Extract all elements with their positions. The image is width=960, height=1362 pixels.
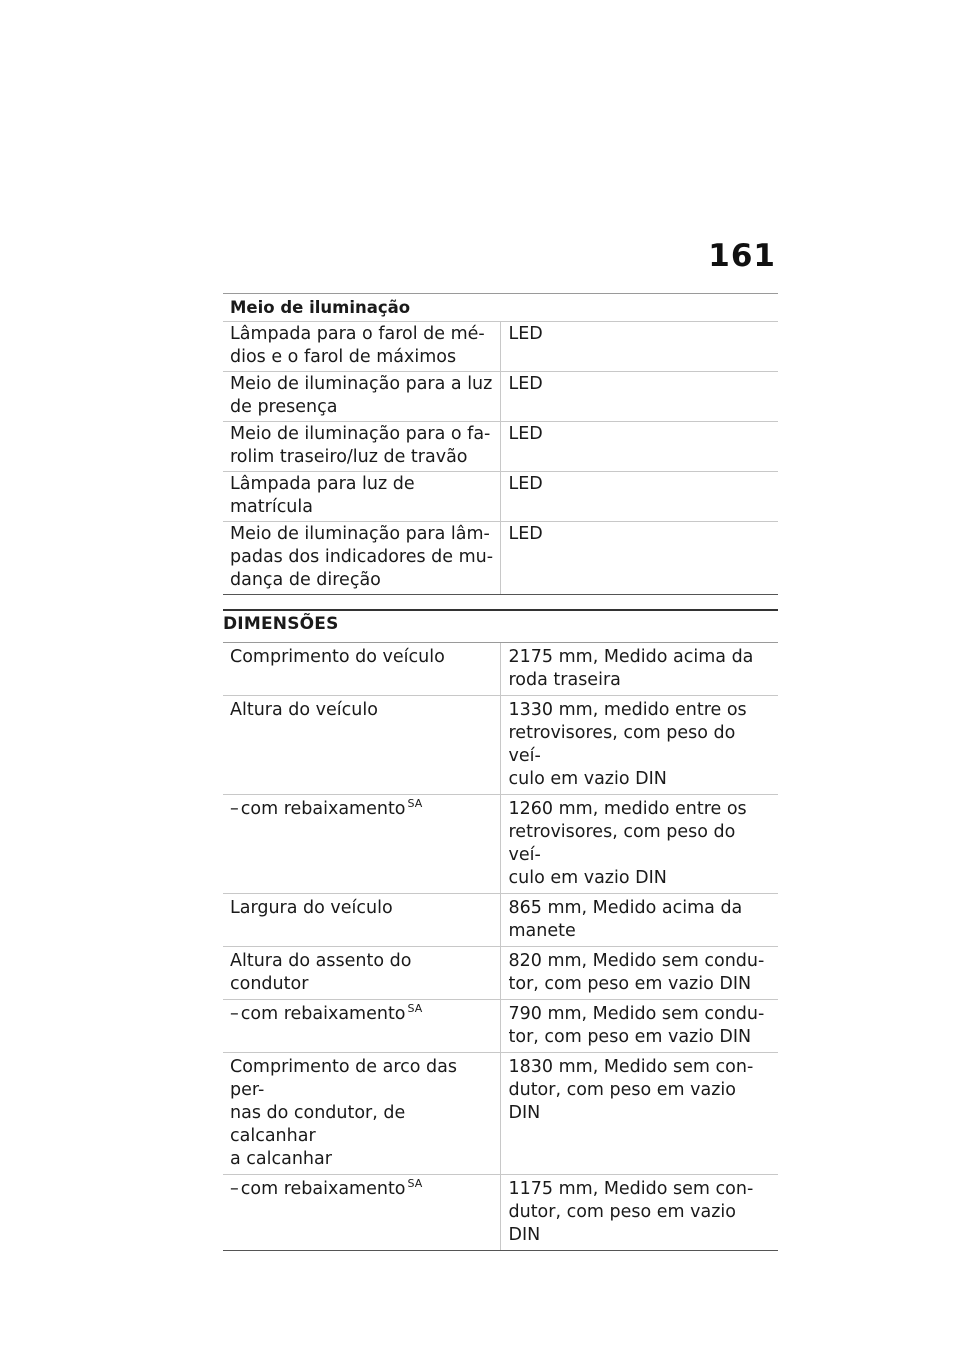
table-row <box>223 322 778 372</box>
table-row <box>223 472 778 522</box>
spec-value: LED <box>500 322 778 372</box>
sa-superscript: SA <box>407 797 423 811</box>
table-row <box>223 947 778 1000</box>
spec-label: Comprimento de arco das per- nas do condutor, de calcanhar a calcanhar <box>223 1053 500 1175</box>
spec-label: – com rebaixamento $^{SA}$ <box>223 1000 500 1053</box>
dash-mark: – <box>230 799 239 819</box>
spec-value: 1175 mm, Medido sem con- dutor, com peso em vazio DIN <box>500 1175 778 1251</box>
spec-label: Meio de iluminação para a luz de presença <box>223 372 500 422</box>
spec-value: 2175 mm, Medido acima da roda traseira <box>500 643 778 696</box>
spec-label: Meio de iluminação para o fa- rolim traseiro/luz de travão <box>223 422 500 472</box>
spec-label: Largura do veículo <box>223 894 500 947</box>
spec-value: LED <box>500 422 778 472</box>
spec-label: Comprimento do veículo <box>223 643 500 696</box>
table-row <box>223 522 778 595</box>
dash-mark: – <box>230 1179 239 1199</box>
lighting-table-header <box>223 294 778 322</box>
table-row <box>223 894 778 947</box>
spec-value: 1330 mm, medido entre os retrovisores, com peso do veí- culo em vazio DIN <box>500 696 778 795</box>
spec-label: Lâmpada para luz de matrícula <box>223 472 500 522</box>
table-row <box>223 643 778 696</box>
lighting-header-label: Meio de iluminação <box>223 294 778 322</box>
spec-value: 1260 mm, medido entre os retrovisores, com peso do veí- culo em vazio DIN <box>500 795 778 894</box>
spec-value: 790 mm, Medido sem condu- tor, com peso em vazio DIN <box>500 1000 778 1053</box>
spec-value: LED <box>500 372 778 422</box>
dash-mark: – <box>230 1004 239 1024</box>
sa-superscript: SA <box>407 1177 423 1191</box>
spec-value: LED <box>500 522 778 595</box>
spec-label: Altura do veículo <box>223 696 500 795</box>
spec-value: LED <box>500 472 778 522</box>
page-number: 161 <box>708 238 776 274</box>
table-row <box>223 696 778 795</box>
section-title-dimensions: DIMENSÕES <box>223 609 778 643</box>
spec-label: Altura do assento do condutor <box>223 947 500 1000</box>
spec-label: – com rebaixamento $^{SA}$ <box>223 795 500 894</box>
table-row <box>223 1053 778 1175</box>
spec-label: Lâmpada para o farol de mé- dios e o farol de máximos <box>223 322 500 372</box>
lighting-table <box>223 293 778 595</box>
sa-superscript: SA <box>407 1002 423 1016</box>
table-row <box>223 422 778 472</box>
spec-content <box>223 293 778 1251</box>
table-row <box>223 1175 778 1251</box>
table-row <box>223 1000 778 1053</box>
table-row <box>223 372 778 422</box>
spec-label: – com rebaixamento $^{SA}$ <box>223 1175 500 1251</box>
table-row <box>223 795 778 894</box>
dimensions-table <box>223 643 778 1251</box>
spec-label: Meio de iluminação para lâm- padas dos indicadores de mu- dança de direção <box>223 522 500 595</box>
spec-value: 1830 mm, Medido sem con- dutor, com peso em vazio DIN <box>500 1053 778 1175</box>
spec-value: 820 mm, Medido sem condu- tor, com peso em vazio DIN <box>500 947 778 1000</box>
spec-value: 865 mm, Medido acima da manete <box>500 894 778 947</box>
